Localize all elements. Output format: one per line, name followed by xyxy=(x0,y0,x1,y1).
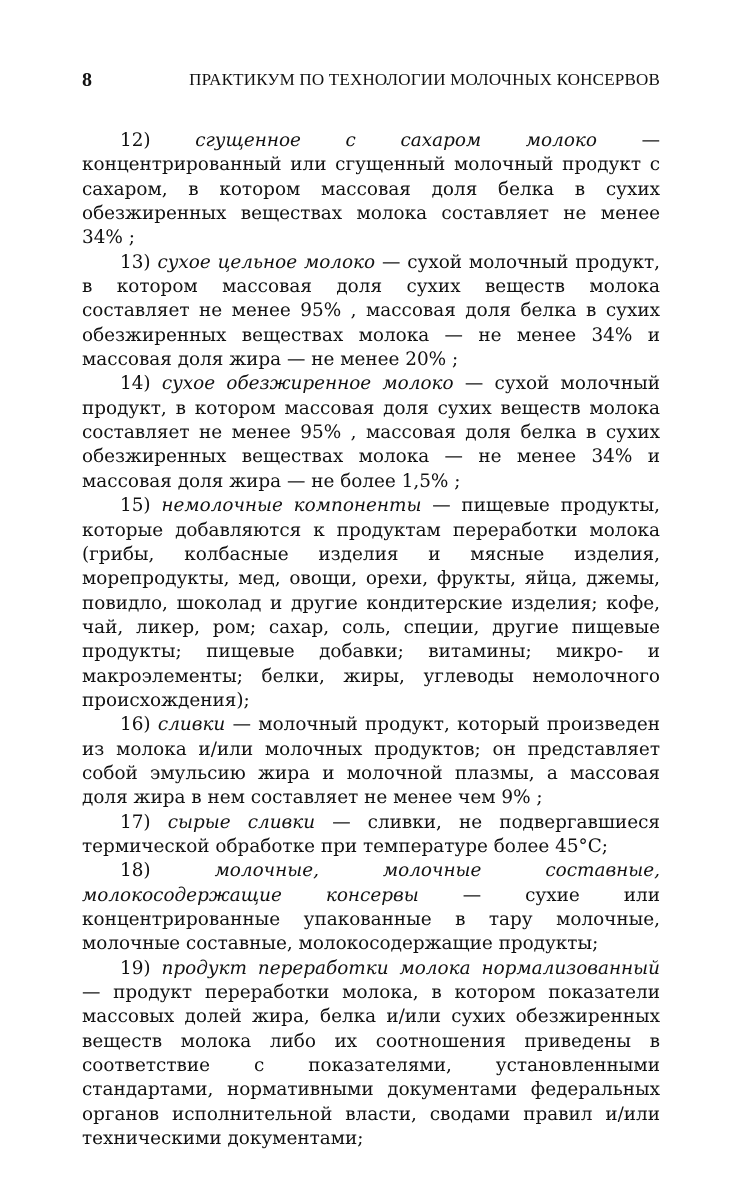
definition-item-12 xyxy=(82,129,660,251)
item-number: 17) xyxy=(120,811,151,833)
item-number: 13) xyxy=(120,251,151,273)
definition-text: — пищевые продукты, которые добавляются к продуктам переработки молока (грибы, колбасные изделия и мясные изделия, морепродукты, мед, овощи, орехи, фрукты, яйца, джемы, повидло, шоколад и другие кондитерские изделия; кофе, чай, ликер, ром; сахар, соль, специи, другие пищевые продукты; пищевые добавки; витамины; микро- и макроэлементы; белки, жиры, углеводы немолочного происхождения); xyxy=(82,495,660,711)
item-number: 15) xyxy=(120,495,151,517)
defined-term: сгущенное с сахаром молоко xyxy=(195,130,597,151)
definition-text: — молочный продукт, который произведен из молока и/или молочных продуктов; он представляет собой эмульсию жира и молочной плазмы, а массовая доля жира в нем составляет не менее чем 9% ; xyxy=(82,714,660,809)
definition-item-14 xyxy=(82,372,660,494)
definition-item-17 xyxy=(82,811,660,860)
definition-text: — сливки, не подвергавшиеся термической обработке при температуре более 45°С; xyxy=(82,811,660,857)
definition-item-19 xyxy=(82,957,660,1152)
item-number: 18) xyxy=(120,860,151,882)
page-number: 8 xyxy=(82,69,92,91)
page-header xyxy=(82,68,660,94)
defined-term: сырые сливки xyxy=(167,811,316,833)
running-title: ПРАКТИКУМ ПО ТЕХНОЛОГИИ МОЛОЧНЫХ КОНСЕРВОВ xyxy=(189,70,660,89)
item-number: 12) xyxy=(120,130,151,151)
defined-term: молочные, молочные составные, молокосодержащие консервы xyxy=(82,860,660,906)
definition-text: — сухой молочный продукт, в котором массовая доля сухих веществ молока составляет не менее 95% , массовая доля белка в сухих обезжиренных веществах молока — не менее 34% и массовая доля жира — не более 1,5% ; xyxy=(82,373,660,492)
item-number: 19) xyxy=(120,957,151,979)
defined-term: немолочные компоненты xyxy=(161,495,422,517)
definition-item-18 xyxy=(82,859,660,956)
defined-term: продукт переработки молока нормализованный xyxy=(161,957,660,979)
item-number: 14) xyxy=(120,373,151,395)
defined-term: сухое цельное молоко xyxy=(157,251,376,273)
definitions-list xyxy=(82,129,660,1151)
definition-text: — концентрированный или сгущенный молочный продукт с сахаром, в котором массовая доля белка в сухих обезжиренных веществах молока составляет не менее 34% ; xyxy=(82,130,660,249)
definition-text: — сухой молочный продукт, в котором массовая доля сухих веществ молока составляет не менее 95% , массовая доля белка в сухих обезжиренных веществах молока — не менее 34% и массовая доля жира — не менее 20% ; xyxy=(82,251,660,371)
definition-text: — сухие или концентрированные упакованные в тару молочные, молочные составные, молокосодержащие продукты; xyxy=(82,884,660,955)
definition-item-13 xyxy=(82,251,660,373)
item-number: 16) xyxy=(120,714,151,736)
definition-item-16 xyxy=(82,713,660,810)
definition-item-15 xyxy=(82,494,660,713)
defined-term: сухое обезжиренное молоко xyxy=(161,373,454,395)
defined-term: сливки xyxy=(157,714,226,736)
definition-text: — продукт переработки молока, в котором показатели массовых долей жира, белка и/или сухих обезжиренных веществ молока либо их соотношения приведены в соответствие с показателями, установленными стандартами, нормативными документами федеральных органов исполнительной власти, сводами правил и/или техническими документами; xyxy=(82,982,660,1150)
